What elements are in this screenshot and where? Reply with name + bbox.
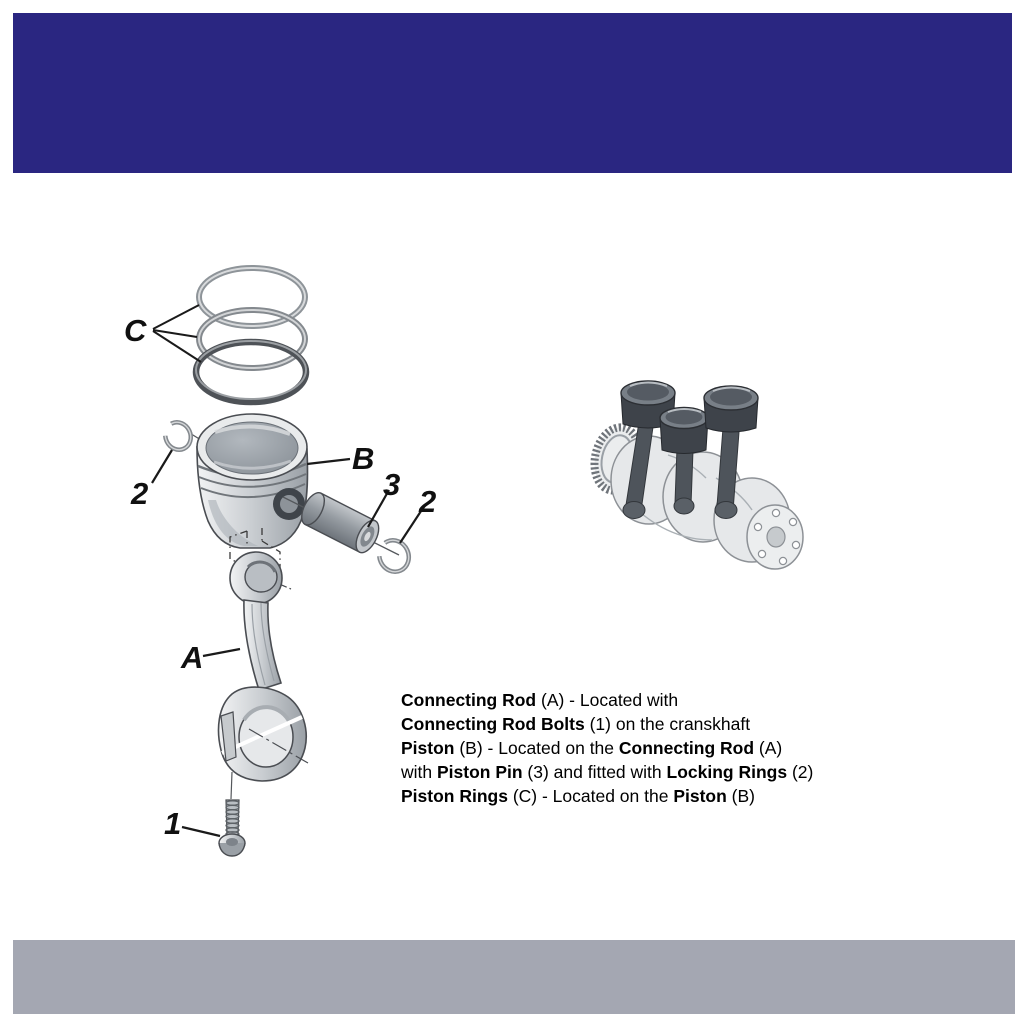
label-locking-ring-right: 2 xyxy=(419,484,437,519)
connecting-rod-illustration xyxy=(219,552,308,781)
crankshaft-assembly-illustration xyxy=(589,381,803,569)
label-connecting-rod: A xyxy=(181,640,204,675)
label-bolt: 1 xyxy=(164,806,182,841)
label-piston-rings: C xyxy=(124,313,147,348)
piston-rings-illustration xyxy=(196,268,306,402)
rings-leader-lines xyxy=(153,305,201,362)
description-block xyxy=(401,688,901,808)
label-locking-ring-left: 2 xyxy=(131,476,149,511)
bolt-illustration xyxy=(219,772,245,856)
piston-illustration xyxy=(197,414,308,548)
label-piston-pin: 3 xyxy=(383,467,401,502)
label-piston: B xyxy=(352,441,375,476)
locking-ring-right-illustration xyxy=(374,535,414,576)
description-line: Connecting Rod (A) - Located with xyxy=(401,690,679,710)
description-line: Piston (B) - Located on the Connecting Rod (A) xyxy=(401,738,783,758)
description-line: Piston Rings (C) - Located on the Piston (B) xyxy=(401,786,756,806)
description-line: Connecting Rod Bolts (1) on the cranskhaft xyxy=(401,714,751,734)
description-line: with Piston Pin (3) and fitted with Locking Rings (2) xyxy=(401,762,814,782)
